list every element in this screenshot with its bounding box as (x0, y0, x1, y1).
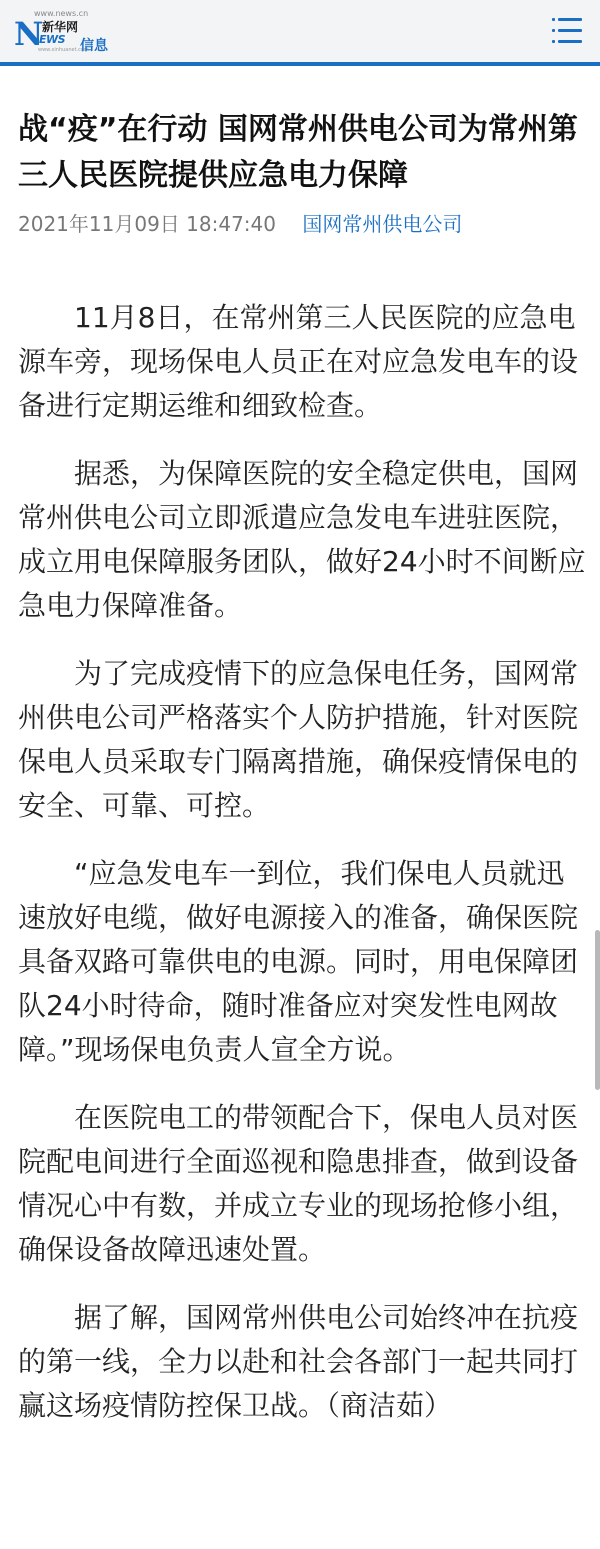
article-paragraph: 在医院电工的带领配合下，保电人员对医院配电间进行全面巡视和隐患排查，做到设备情况心中有数，并成立专业的现场抢修小组，确保设备故障迅速处置。 (18, 1101, 579, 1266)
logo-n-letter: N (14, 15, 44, 53)
article-paragraph: 11月8日，在常州第三人民医院的应急电源车旁，现场保电人员正在对应急发电车的设备进行定期运维和细致检查。 (18, 301, 579, 422)
article-paragraph: 据了解，国网常州供电公司始终冲在抗疫的第一线，全力以赴和社会各部门一起共同打赢这场疫情防控保卫战。（商洁茹） (18, 1301, 579, 1422)
logo-xinhua-text: 新华网 (42, 20, 79, 34)
hamburger-menu-icon[interactable] (552, 18, 582, 44)
article-source-link[interactable]: 国网常州供电公司 (302, 212, 463, 236)
logo-ews-text: EWS (39, 33, 66, 46)
article-paragraph: 为了完成疫情下的应急保电任务，国网常州供电公司严格落实个人防护措施，针对医院保电人员采取专门隔离措施，确保疫情保电的安全、可靠、可控。 (18, 657, 579, 822)
xinhua-logo[interactable] (14, 9, 134, 57)
logo-url-text: www.news.cn (34, 9, 89, 18)
publish-date: 2021年11月09日 18:47:40 (18, 212, 276, 236)
site-header (0, 0, 600, 66)
article-paragraph: “应急发电车一到位，我们保电人员就迅速放好电缆，做好电源接入的准备，确保医院具备双路可靠供电的电源。同时，用电保障团队24小时待命，随时准备应对突发性电网故障。”现场保电负责人宣全方说。 (18, 857, 579, 1066)
article-paragraph: 据悉，为保障医院的安全稳定供电，国网常州供电公司立即派遣应急发电车进驻医院，成立用电保障服务团队，做好24小时不间断应急电力保障准备。 (18, 457, 586, 622)
article-body (18, 296, 586, 1452)
logo-info-label: 信息 (80, 38, 108, 54)
scrollbar-thumb[interactable] (595, 930, 600, 1090)
logo-sub-url: www.xinhuanet.com (38, 47, 89, 53)
article-title: 战“疫”在行动 国网常州供电公司为常州第三人民医院提供应急电力保障 (18, 112, 578, 193)
article-meta (18, 210, 588, 238)
